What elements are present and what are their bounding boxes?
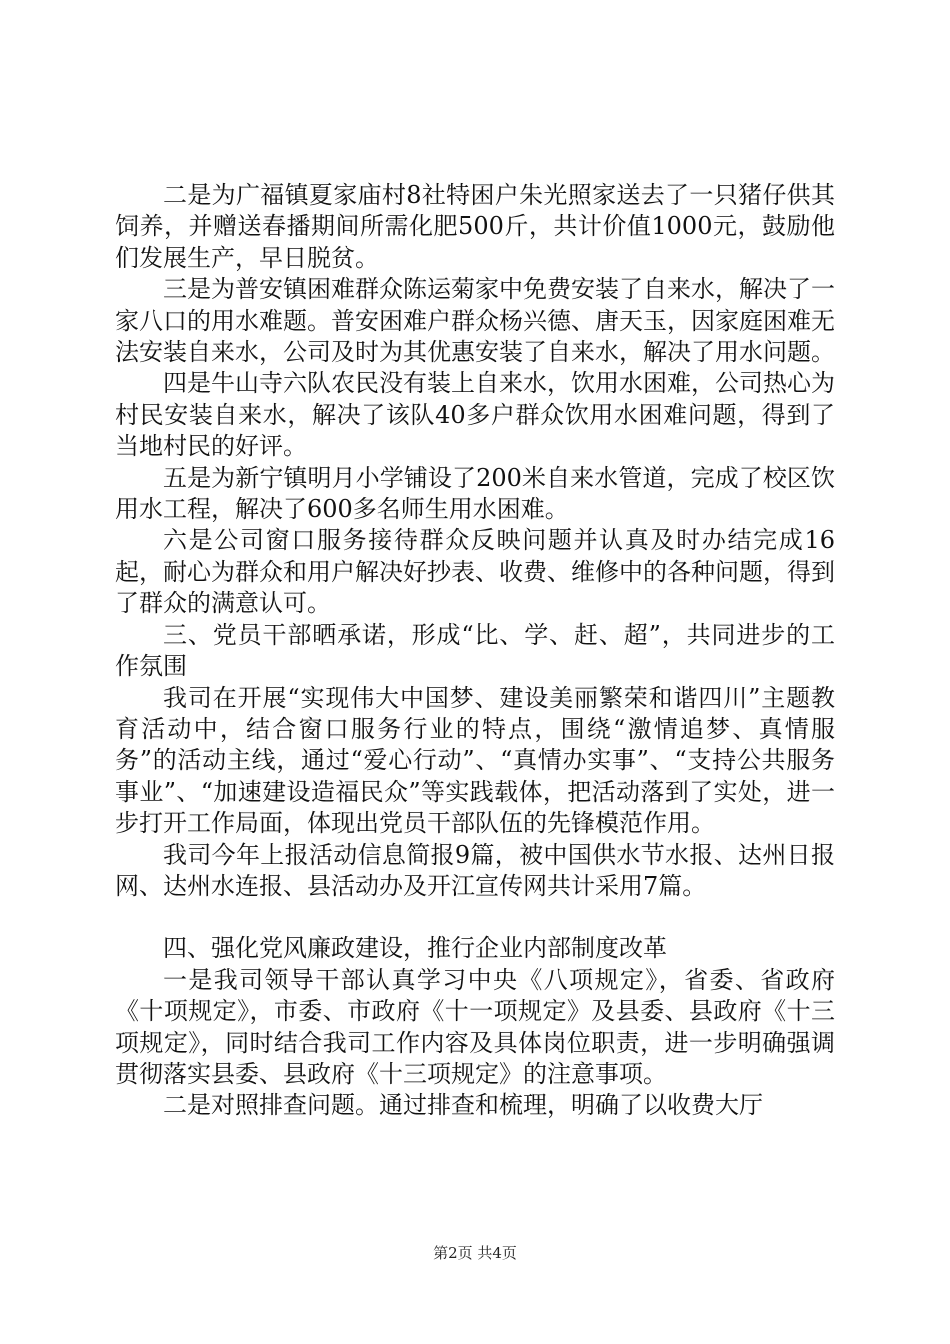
paragraph-problem-check: 二是对照排查问题。通过排查和梳理，明确了以收费大厅	[163, 1091, 763, 1120]
paragraph-item-6-window-service: 六是公司窗口服务接待群众反映问题并认真及时办结完成16起，耐心为群众和用户解决好抄表、收费、维修中的各种问题，得到了群众的满意认可。	[115, 526, 835, 618]
document-body	[115, 180, 835, 1122]
paragraph-item-4-niushansi: 四是牛山寺六队农民没有装上自来水，饮用水困难，公司热心为村民安装自来水，解决了该队40多户群众饮用水困难问题，得到了当地村民的好评。	[115, 369, 835, 461]
paragraph-item-3-water-install: 三是为普安镇困难群众陈运菊家中免费安装了自来水，解决了一家八口的用水难题。普安困难户群众杨兴德、唐天玉，因家庭困难无法安装自来水，公司及时为其优惠安装了自来水，解决了用水问题。	[115, 275, 835, 367]
section-heading-4: 四、强化党风廉政建设，推行企业内部制度改革	[163, 934, 667, 963]
page-number-footer: 第2页 共4页	[433, 1244, 517, 1262]
paragraph-regulations-study: 一是我司领导干部认真学习中央《八项规定》，省委、省政府《十项规定》，市委、市政府《十一项规定》及县委、县政府《十三项规定》，同时结合我司工作内容及具体岗位职责，进一步明确强调贯彻落实县委、县政府《十三项规定》的注意事项。	[115, 965, 835, 1088]
paragraph-item-2-fertilizer: 二是为广福镇夏家庙村8社特困户朱光照家送去了一只猪仔供其饲养，并赠送春播期间所需化肥500斤，共计价值1000元，鼓励他们发展生产，早日脱贫。	[115, 181, 835, 272]
paragraph-spacer	[115, 902, 835, 933]
paragraph-theme-activity: 我司在开展“实现伟大中国梦、建设美丽繁荣和谐四川”主题教育活动中，结合窗口服务行业的特点，围绕“激情追梦、真情服务”的活动主线，通过“爱心行动”、“真情办实事”、“支持公共服务事业”、“加速建设造福民众”等实践载体，把活动落到了实处，进一步打开工作局面，体现出党员干部队伍的先锋模范作用。	[115, 683, 835, 838]
section-heading-3: 三、党员干部晒承诺，形成“比、学、赶、超”，共同进步的工作氛围	[115, 620, 835, 681]
paragraph-briefings: 我司今年上报活动信息简报9篇，被中国供水节水报、达州日报网、达州水连报、县活动办及开江宣传网共计采用7篇。	[115, 840, 835, 900]
paragraph-item-5-school-pipe: 五是为新宁镇明月小学铺设了200米自来水管道，完成了校区饮用水工程，解决了600多名师生用水困难。	[115, 463, 835, 524]
